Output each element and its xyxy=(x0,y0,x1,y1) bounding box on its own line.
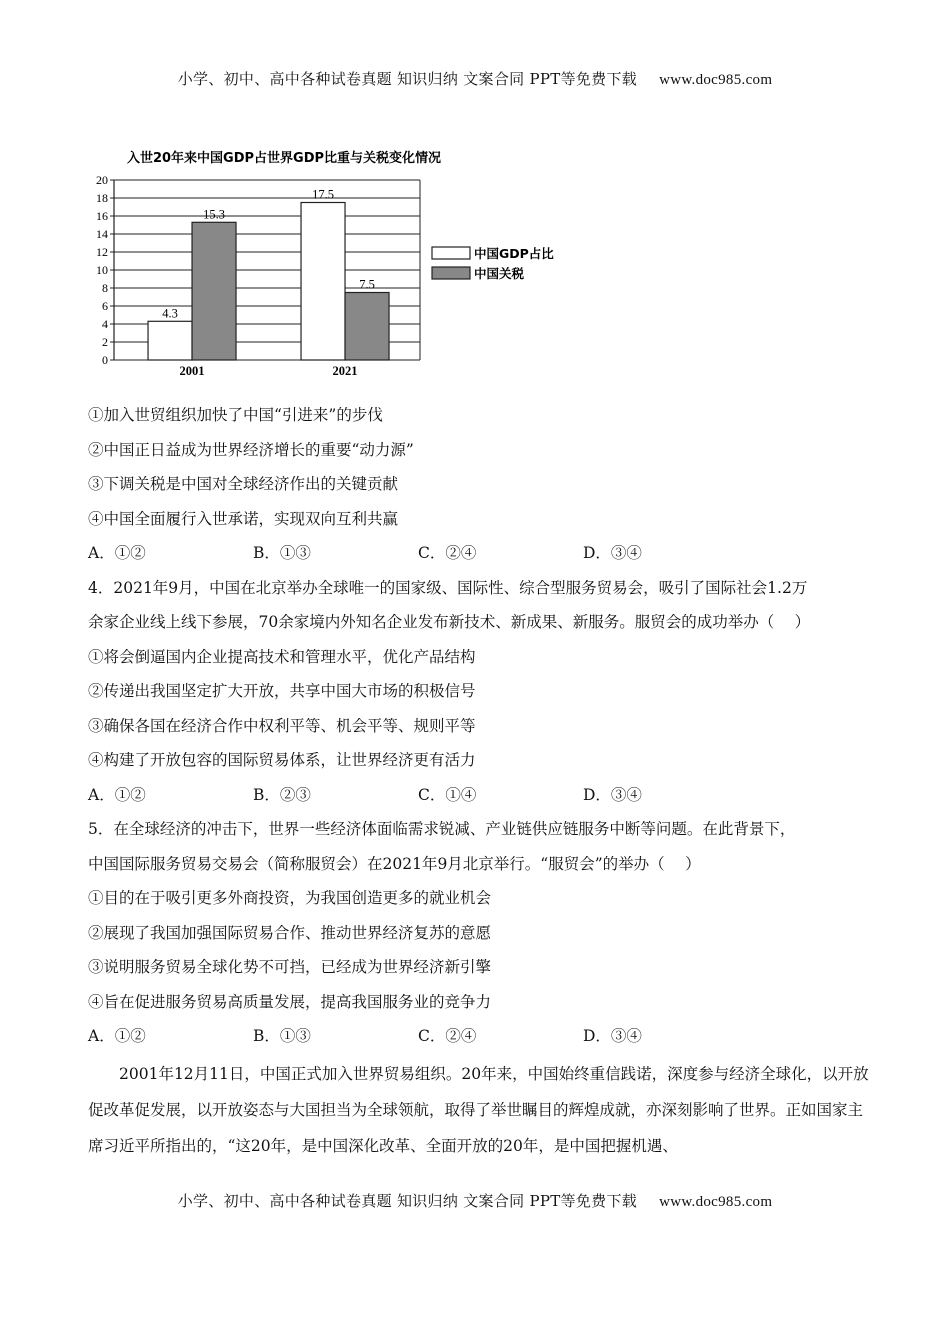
legend-label: 中国关税 xyxy=(474,266,525,281)
q5-choice-b[interactable]: B．①③ xyxy=(253,1027,311,1045)
footer-url: www.doc985.com xyxy=(659,1194,773,1210)
y-tick-label: 18 xyxy=(96,191,108,205)
q3-option-1: ①加入世贸组织加快了中国“引进来”的步伐 xyxy=(88,406,383,424)
q5-option-1: ①目的在于吸引更多外商投资，为我国创造更多的就业机会 xyxy=(88,889,492,907)
page-footer xyxy=(0,1190,950,1211)
y-tick-label: 4 xyxy=(102,317,108,331)
q4-choices xyxy=(88,778,888,813)
question-content xyxy=(88,398,888,1164)
q4-stem-line-1: 4．2021年9月，中国在北京举办全球唯一的国家级、国际性、综合型服务贸易会，吸引了国际社会1.2万 xyxy=(88,578,808,597)
q3-option-3: ③下调关税是中国对全球经济作出的关键贡献 xyxy=(88,475,399,493)
q3-choices xyxy=(88,536,888,571)
bar xyxy=(192,222,236,360)
q5-option-3: ③说明服务贸易全球化势不可挡，已经成为世界经济新引擎 xyxy=(88,958,492,976)
q3-choice-c[interactable]: C．②④ xyxy=(418,544,477,562)
bar xyxy=(148,321,192,360)
bar xyxy=(301,203,345,361)
q5-choices xyxy=(88,1019,888,1054)
legend-label: 中国GDP占比 xyxy=(474,246,554,261)
q4-choice-b[interactable]: B．②③ xyxy=(253,785,311,804)
page-header xyxy=(0,68,950,89)
q5-choice-a[interactable]: A．①② xyxy=(88,1027,146,1045)
q5-choice-d[interactable]: D．③④ xyxy=(583,1027,642,1045)
q4-option-1: ①将会倒逼国内企业提高技术和管理水平，优化产品结构 xyxy=(88,647,476,666)
y-tick-label: 20 xyxy=(96,173,108,187)
bar xyxy=(345,293,389,361)
q3-choice-a[interactable]: A．①② xyxy=(88,544,146,562)
y-tick-label: 2 xyxy=(102,335,108,349)
bar-value-label: 7.5 xyxy=(359,277,375,292)
q5-option-2: ②展现了我国加强国际贸易合作、推动世界经济复苏的意愿 xyxy=(88,923,492,942)
q5-stem-line-2: 中国国际服务贸易交易会（简称服贸会）在2021年9月北京举行。“服贸会”的举办（ ） xyxy=(88,854,701,873)
y-tick-label: 12 xyxy=(96,245,108,259)
y-tick-label: 10 xyxy=(96,263,108,277)
gdp-tariff-bar-chart xyxy=(84,142,584,382)
bar-value-label: 15.3 xyxy=(203,207,225,222)
q4-choice-c[interactable]: C．①④ xyxy=(418,785,477,804)
x-tick-label: 2001 xyxy=(179,364,205,378)
legend-swatch xyxy=(432,267,470,279)
x-tick-label: 2021 xyxy=(332,364,358,378)
y-tick-label: 6 xyxy=(102,299,108,313)
y-tick-label: 8 xyxy=(102,281,108,295)
q4-choice-a[interactable]: A．①② xyxy=(88,785,146,804)
q3-option-2: ②中国正日益成为世界经济增长的重要“动力源” xyxy=(88,440,414,459)
q5-option-4: ④旨在促进服务贸易高质量发展，提高我国服务业的竞争力 xyxy=(88,992,492,1011)
bar-value-label: 4.3 xyxy=(162,306,178,321)
q4-option-4: ④构建了开放包容的国际贸易体系，让世界经济更有活力 xyxy=(88,751,476,769)
q4-option-2: ②传递出我国坚定扩大开放，共享中国大市场的积极信号 xyxy=(88,682,476,700)
y-tick-label: 14 xyxy=(96,227,108,241)
q4-option-3: ③确保各国在经济合作中权利平等、机会平等、规则平等 xyxy=(88,716,476,735)
header-text: 小学、初中、高中各种试卷真题 知识归纳 文案合同 PPT等免费下载 xyxy=(177,70,638,88)
material-passage: 2001年12月11日，中国正式加入世界贸易组织。20年来，中国始终重信践诺，深度参与经济全球化，以开放促改革促发展，以开放姿态与大国担当为全球领航，取得了举世瞩目的辉煌成就，亦深刻影响了世界。正如国家主席习近平所指出的，“这20年，是中国深化改革、全面开放的20年，是中国把握机遇、 xyxy=(88,1064,869,1155)
chart-legend xyxy=(432,246,554,281)
q5-choice-c[interactable]: C．②④ xyxy=(418,1027,477,1045)
chart-title: 入世20年来中国GDP占世界GDP比重与关税变化情况 xyxy=(126,151,442,166)
y-axis-ticks xyxy=(96,173,108,367)
q3-choice-b[interactable]: B．①③ xyxy=(253,544,311,562)
bar-value-label: 17.5 xyxy=(312,187,334,202)
footer-text: 小学、初中、高中各种试卷真题 知识归纳 文案合同 PPT等免费下载 xyxy=(177,1192,638,1210)
q3-option-4: ④中国全面履行入世承诺，实现双向互利共赢 xyxy=(88,509,399,528)
legend-swatch xyxy=(432,247,470,259)
q5-stem-line-1: 5．在全球经济的冲击下，世界一些经济体面临需求锐减、产业链供应链服务中断等问题。在此背景下， xyxy=(88,820,796,838)
q4-choice-d[interactable]: D．③④ xyxy=(583,785,642,804)
q4-stem-line-2: 余家企业线上线下参展，70余家境内外知名企业发布新技术、新成果、新服务。服贸会的成功举办（ ） xyxy=(88,613,811,631)
q3-choice-d[interactable]: D．③④ xyxy=(583,544,642,562)
header-url: www.doc985.com xyxy=(659,72,773,88)
y-tick-label: 0 xyxy=(102,353,108,367)
y-tick-label: 16 xyxy=(96,209,108,223)
chart-bars xyxy=(148,203,389,361)
x-axis-ticks xyxy=(180,364,358,378)
